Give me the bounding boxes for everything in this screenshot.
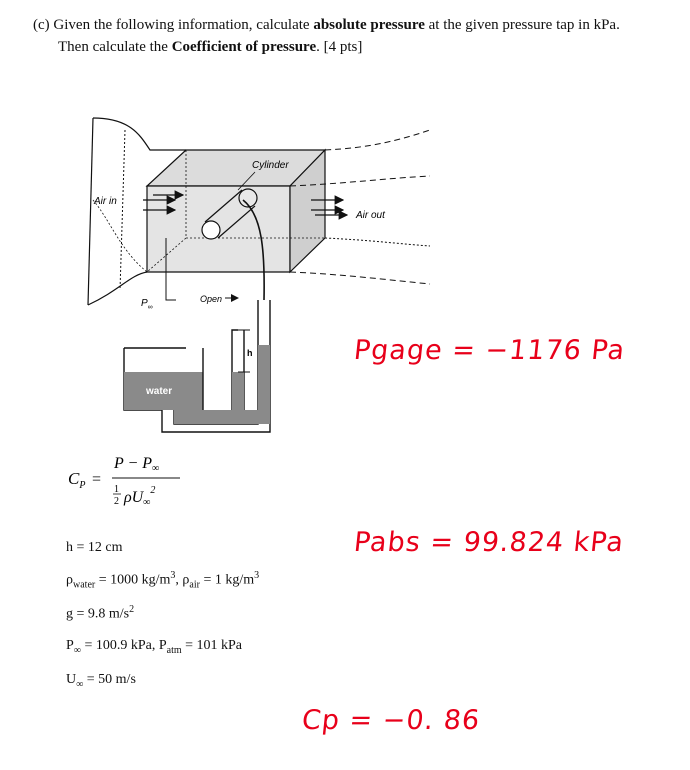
open-label: Open bbox=[200, 294, 223, 304]
cp-formula bbox=[68, 452, 188, 512]
absolute-pressure-term: absolute pressure bbox=[313, 17, 425, 33]
answer-gauge-pressure: Pgage = −1176 Pa bbox=[352, 335, 627, 366]
manometer-water-right bbox=[258, 345, 270, 424]
cylinder-label: Cylinder bbox=[252, 160, 289, 171]
inlet-top-curve bbox=[93, 118, 186, 150]
formula-numerator: P − P∞ bbox=[114, 455, 160, 474]
given-g: g = 9.8 $m/s^2$ bbox=[66, 604, 135, 622]
svg-text:1: 1 bbox=[114, 484, 119, 495]
question-line-2: Then calculate the Coefficient of pressure. [4 pts] bbox=[58, 39, 363, 55]
given-velocity: $U_\infty = 50$ m/s bbox=[66, 672, 136, 690]
svg-text:2: 2 bbox=[114, 496, 119, 507]
formula-denominator: ρU∞$^2$ bbox=[124, 485, 156, 508]
inlet-bottom-curve bbox=[88, 272, 147, 305]
question-label: (c) bbox=[33, 17, 50, 33]
water-label: water bbox=[146, 386, 173, 397]
coefficient-term: Coefficient of pressure bbox=[171, 39, 317, 55]
question-line-1: (c) Given the following information, calculate absolute pressure at the given pressure tap in kPa. bbox=[33, 17, 620, 33]
svg-text:CP: $C_P$ bbox=[68, 469, 86, 491]
given-h: h = 12 cm bbox=[66, 540, 123, 555]
answer-cp: Cp = −0. 86 bbox=[300, 705, 482, 736]
h-label: h bbox=[247, 348, 253, 358]
air-out-label: Air out bbox=[356, 210, 385, 221]
svg-text:=: = bbox=[92, 471, 102, 488]
p-inf-label: $P_\infty$ bbox=[141, 298, 153, 311]
given-densities: $\rho_{water} = 1000$ $kg/m^3$, $\rho_{air} = 1$ $kg/m^3$ bbox=[66, 570, 260, 591]
inlet-mouth bbox=[88, 118, 93, 305]
air-in-label: Air in bbox=[94, 196, 117, 207]
answer-absolute-pressure: Pabs = 99.824 kPa bbox=[352, 527, 626, 558]
given-pressures: $P_\infty = 100.9$ kPa, $P_{atm} = 101$ kPa bbox=[66, 638, 243, 656]
